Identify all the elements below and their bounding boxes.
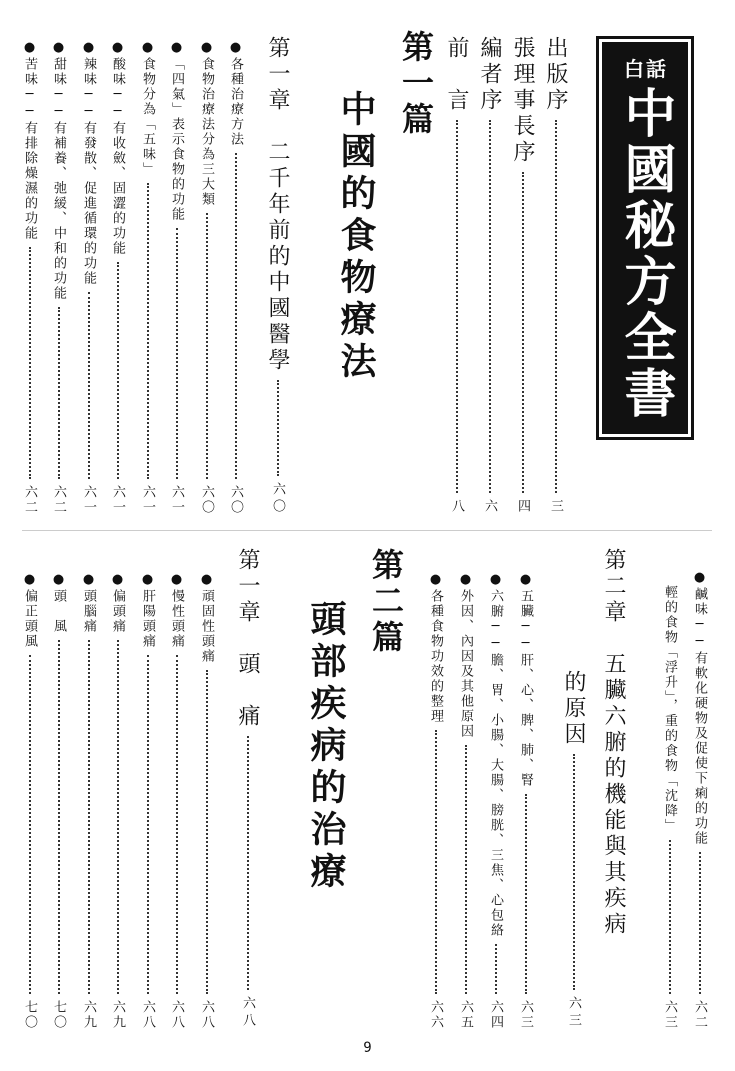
leader-dots [699, 852, 701, 994]
book-title-main: 中國秘方全書 [615, 86, 675, 422]
toc-entry-text: 第一章 二千年前的中國醫學 [265, 36, 290, 374]
toc-entry-front-3[interactable] [441, 36, 472, 516]
toc-item-p2-0[interactable] [197, 572, 216, 1030]
toc-item-p1-ch2-3[interactable] [426, 572, 445, 1030]
page-number: 9 [363, 1040, 372, 1056]
part2-title: 頭部疾病的治療 [305, 600, 346, 894]
leader-dots [29, 655, 31, 994]
toc-entry-page: 六三 [566, 996, 581, 1030]
toc-entry-text: 第二章 五臟六腑的機能與其疾病 [601, 548, 626, 938]
toc-item-p1-more-1[interactable] [660, 570, 679, 1030]
toc-entry-front-0[interactable] [540, 36, 571, 516]
toc-entry-page: 六九 [81, 1000, 96, 1030]
toc-entry-page: 六二 [692, 1000, 707, 1030]
toc-entry-page: 六一 [110, 485, 125, 515]
leader-dots [58, 307, 60, 479]
toc-entry-page: 四 [515, 499, 530, 516]
leader-dots [573, 754, 575, 990]
toc-item-p1-0[interactable] [226, 40, 245, 515]
toc-entry-front-1[interactable] [507, 36, 538, 516]
toc-item-p1-1[interactable] [197, 40, 216, 515]
toc-chapter-p1-1[interactable] [262, 36, 293, 516]
toc-entry-text: ●「四氣」表示食物的功能 [169, 40, 184, 222]
toc-chapter-p1-2-line2[interactable] [558, 670, 589, 1030]
toc-entry-page: 六四 [488, 1000, 503, 1030]
leader-dots [489, 120, 491, 493]
toc-entry-page: 六八 [140, 1000, 155, 1030]
leader-dots [206, 213, 208, 479]
toc-entry-page: 六三 [518, 1000, 533, 1030]
toc-entry-text: ●酸味──有收斂、固澀的功能 [110, 40, 125, 256]
leader-dots [147, 655, 149, 994]
toc-entry-page: 六九 [110, 1000, 125, 1030]
toc-entry-text: 第一章 頭 痛 [235, 548, 260, 730]
toc-item-p2-3[interactable] [108, 572, 127, 1030]
leader-dots [247, 736, 249, 990]
toc-item-p1-ch2-1[interactable] [486, 572, 505, 1030]
toc-entry-text: 張理事長序 [510, 36, 535, 166]
toc-entry-text: ●頭 風 [51, 572, 66, 634]
toc-item-p2-1[interactable] [167, 572, 186, 1030]
toc-entry-page: 三 [548, 499, 563, 516]
toc-entry-page: 六八 [169, 1000, 184, 1030]
toc-entry-page: 六 [482, 499, 497, 516]
leader-dots [465, 745, 467, 994]
toc-entry-page: 六〇 [270, 482, 285, 516]
toc-entry-text: 前 言 [444, 36, 469, 114]
toc-entry-page: 六三 [662, 1000, 677, 1030]
toc-entry-text: ●五臟──肝、心、脾、肺、腎 [518, 572, 533, 788]
part1-label: 第一篇 [397, 30, 435, 138]
toc-entry-front-2[interactable] [474, 36, 505, 516]
toc-entry-text: 輕的食物「浮升」，重的食物「沈降」 [662, 570, 677, 834]
toc-entry-page: 六六 [428, 1000, 443, 1030]
leader-dots [495, 944, 497, 994]
leader-dots [456, 120, 458, 493]
toc-entry-text: ●食物分為「五味」 [140, 40, 155, 177]
toc-entry-text: ●六腑──膽、胃、小腸、大腸、膀胱、三焦、心包絡 [488, 572, 503, 938]
toc-item-p2-6[interactable] [20, 572, 39, 1030]
toc-item-p1-6[interactable] [49, 40, 68, 515]
toc-entry-page: 七〇 [51, 1000, 66, 1030]
leader-dots [147, 183, 149, 479]
toc-entry-text: ●頑固性頭痛 [199, 572, 214, 664]
leader-dots [277, 380, 279, 476]
toc-item-p1-5[interactable] [79, 40, 98, 515]
toc-entry-text: 的原因 [561, 670, 586, 748]
toc-entry-text: ●慢性頭痛 [169, 572, 184, 649]
toc-entry-text: ●苦味──有排除燥濕的功能 [22, 40, 37, 241]
leader-dots [206, 670, 208, 994]
toc-entry-page: 六一 [81, 485, 96, 515]
leader-dots [235, 153, 237, 479]
toc-entry-text: ●頭腦痛 [81, 572, 96, 634]
toc-entry-page: 六五 [458, 1000, 473, 1030]
toc-entry-page: 六八 [199, 1000, 214, 1030]
toc-item-p2-5[interactable] [49, 572, 68, 1030]
leader-dots [522, 172, 524, 493]
part1-title: 中國的食物療法 [335, 90, 376, 384]
toc-entry-text: ●甜味──有補養、弛緩、中和的功能 [51, 40, 66, 301]
toc-item-p1-more-0[interactable] [690, 570, 709, 1030]
toc-item-p1-7[interactable] [20, 40, 39, 515]
toc-entry-page: 六〇 [228, 485, 243, 515]
toc-item-p1-4[interactable] [108, 40, 127, 515]
toc-entry-page: 六八 [240, 996, 255, 1030]
toc-entry-text: 編者序 [477, 36, 502, 114]
toc-entry-page: 六二 [51, 485, 66, 515]
leader-dots [555, 120, 557, 493]
leader-dots [88, 292, 90, 479]
toc-entry-text: ●食物治療法分為三大類 [199, 40, 214, 207]
leader-dots [117, 262, 119, 479]
toc-item-p1-2[interactable] [167, 40, 186, 515]
toc-entry-text: 出版序 [543, 36, 568, 114]
title-prefix-right: 話 [646, 57, 666, 81]
leader-dots [525, 794, 527, 994]
leader-dots [435, 730, 437, 994]
leader-dots [669, 840, 671, 995]
leader-dots [176, 655, 178, 994]
leader-dots [88, 640, 90, 994]
book-title-box [596, 36, 694, 440]
toc-entry-text: ●各種食物功效的整理 [428, 572, 443, 724]
part2-label: 第二篇 [367, 548, 405, 656]
toc-item-p2-2[interactable] [138, 572, 157, 1030]
toc-entry-text: ●偏正頭風 [22, 572, 37, 649]
toc-entry-page: 八 [449, 499, 464, 516]
toc-entry-text: ●各種治療方法 [228, 40, 243, 147]
toc-entry-text: ●肝陽頭痛 [140, 572, 155, 649]
leader-dots [176, 228, 178, 479]
toc-entry-page: 六〇 [199, 485, 214, 515]
leader-dots [58, 640, 60, 994]
toc-item-p1-3[interactable] [138, 40, 157, 515]
toc-item-p1-ch2-2[interactable] [456, 572, 475, 1030]
toc-entry-page: 六一 [169, 485, 184, 515]
leader-dots [29, 247, 31, 479]
leader-dots [117, 640, 119, 994]
toc-entry-page: 七〇 [22, 1000, 37, 1030]
toc-entry-text: ●辣味──有發散、促進循環的功能 [81, 40, 96, 286]
toc-entry-text: ●偏頭痛 [110, 572, 125, 634]
book-title-prefix [624, 53, 666, 82]
toc-entry-text: ●鹹味──有軟化硬物及促使下痢的功能 [692, 570, 707, 846]
title-prefix-left: 白 [624, 57, 644, 81]
toc-chapter-p2-1[interactable] [232, 548, 263, 1030]
toc-entry-text: ●外因、內因及其他原因 [458, 572, 473, 739]
toc-entry-page: 六二 [22, 485, 37, 515]
half-divider [22, 530, 712, 531]
toc-item-p2-4[interactable] [79, 572, 98, 1030]
toc-entry-page: 六一 [140, 485, 155, 515]
toc-item-p1-ch2-0[interactable] [516, 572, 535, 1030]
toc-chapter-p1-2-line1[interactable] [598, 548, 629, 938]
